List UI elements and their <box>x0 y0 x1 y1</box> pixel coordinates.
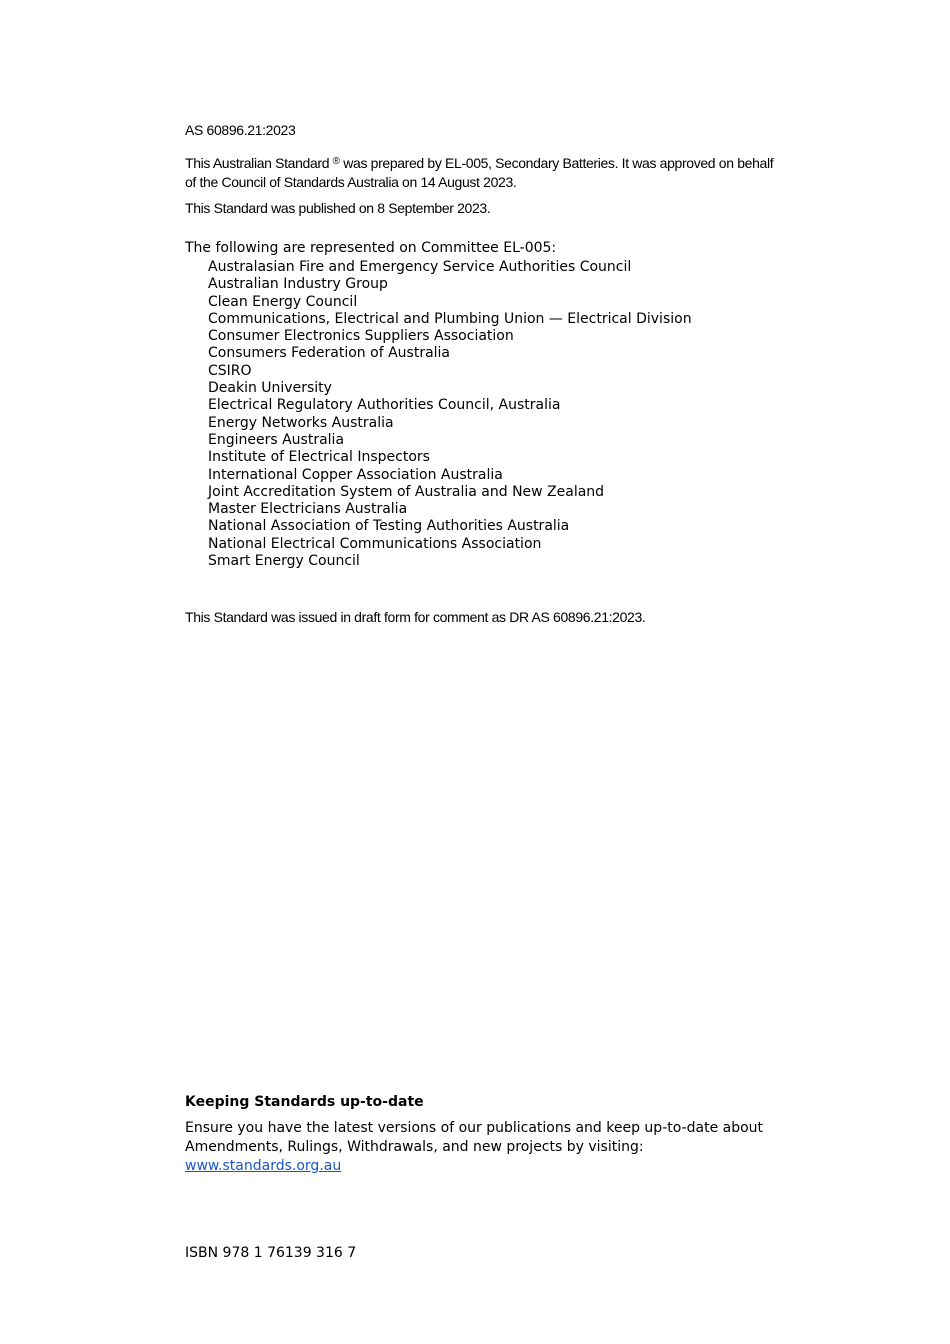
prep-statement-end: was prepared by EL-005, Secondary Batteries. It was approved on behalf of the Council of Standards Australia on 14 August 2023. <box>185 155 774 190</box>
committee-member: Master Electricians Australia <box>208 501 408 518</box>
committee-member: Australian Industry Group <box>208 276 388 293</box>
committee-member: Energy Networks Australia <box>208 414 394 431</box>
committee-member: CSIRO <box>208 362 252 379</box>
preparation-statement <box>185 154 785 192</box>
keeping-up-to-date-heading: Keeping Standards up-to-date <box>185 1094 424 1110</box>
committee-member: Communications, Electrical and Plumbing Union — Electrical Division <box>208 310 692 327</box>
committee-member: Deakin University <box>208 380 332 397</box>
committee-member: Consumers Federation of Australia <box>208 345 451 362</box>
committee-member: Electrical Regulatory Authorities Council, Australia <box>208 397 561 414</box>
keeping-body: Ensure you have the latest versions of our publications and keep up-to-date about Amendments, Rulings, Withdrawals, and new projects by visiting: <box>185 1120 764 1155</box>
committee-member: Joint Accreditation System of Australia and New Zealand <box>208 483 605 500</box>
keeping-up-to-date-text <box>185 1119 775 1176</box>
committee-member: International Copper Association Australia <box>208 466 503 483</box>
committee-member-list <box>208 259 692 570</box>
committee-member: Smart Energy Council <box>208 553 360 570</box>
isbn-number: ISBN 978 1 76139 316 7 <box>185 1245 357 1261</box>
committee-member: Australasian Fire and Emergency Service Authorities Council <box>208 259 632 275</box>
committee-member: National Association of Testing Authorities Australia <box>208 518 570 535</box>
committee-intro: The following are represented on Committee EL-005: <box>185 240 557 256</box>
committee-member: National Electrical Communications Association <box>208 535 542 552</box>
registered-mark: ® <box>332 156 340 167</box>
standard-number: AS 60896.21:2023 <box>185 122 296 138</box>
committee-member: Institute of Electrical Inspectors <box>208 449 430 466</box>
published-date-line: This Standard was published on 8 September 2023. <box>185 200 491 216</box>
committee-member: Consumer Electronics Suppliers Association <box>208 328 514 345</box>
committee-member: Engineers Australia <box>208 431 345 448</box>
standards-website-link[interactable]: www.standards.org.au <box>185 1158 342 1174</box>
prep-statement-start: This Australian Standard <box>185 155 333 171</box>
committee-member: Clean Energy Council <box>208 293 358 310</box>
draft-issue-line: This Standard was issued in draft form for comment as DR AS 60896.21:2023. <box>185 609 646 625</box>
